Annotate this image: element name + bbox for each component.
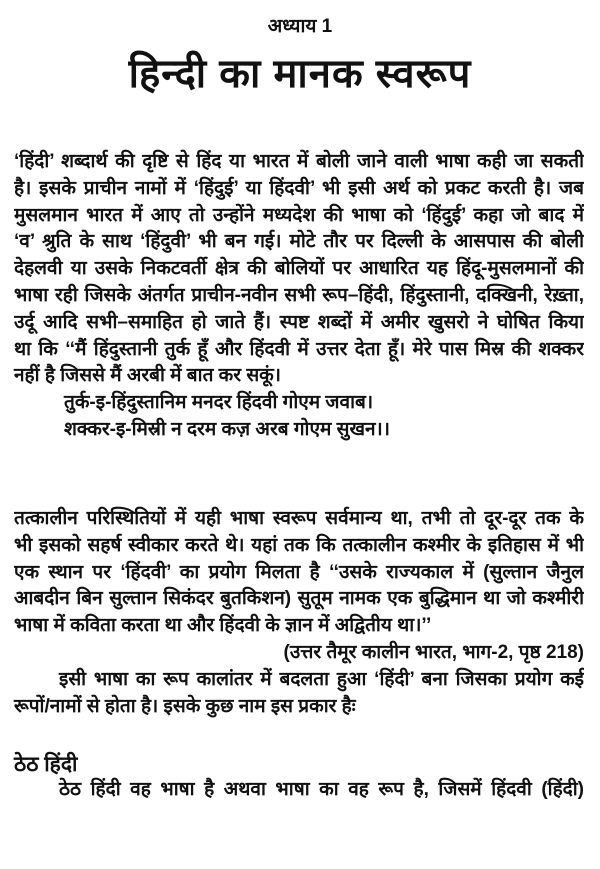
citation: (उत्तर तैमूर कालीन भारत, भाग-2, पृष्ठ 218)	[283, 641, 584, 663]
text-line: भी इसको सहर्ष स्वीकार करते थे। यहां तक कि तत्कालीन कश्मीर के इतिहास में भी	[14, 534, 584, 556]
text-line: भाषा में कविता करता था और हिंदवी के ज्ञान में अद्वितीय था।’’	[14, 615, 432, 637]
verse-line: तुर्क-इ-हिंदुस्तानिम मनदर हिंदवी गोएम जवाब।	[64, 392, 374, 414]
text-line: ‘हिंदी’ शब्दार्थ की दृष्टि से हिंद या भारत में बोली जाने वाली भाषा कही जा सकती	[14, 151, 584, 172]
text-line: मुसलमान भारत में आए तो उन्होंने मध्यदेश की भाषा को ‘हिंदुई’ कहा जो बाद में	[14, 204, 584, 226]
section-heading: ठेठ हिंदी	[14, 753, 78, 776]
paragraph-4	[14, 777, 584, 804]
text-line: था कि ‘‘मैं हिंदुस्तानी तुर्क हूँ और हिंदवी में उत्तर देता हूँ। मेरे पास मिस्र की शक्कर	[14, 338, 584, 360]
text-line: ‘व’ श्रुति के साथ ‘हिंदुवी’ भी बन गई। मोटे तौर पर दिल्ली के आसपास की बोली	[14, 231, 584, 253]
text-line: उर्दू आदि सभी–समाहित हो जाते हैं। स्पष्ट शब्दों में अमीर खुसरो ने घोषित किया	[14, 311, 584, 333]
text-line: भाषा रही जिसके अंतर्गत प्राचीन-नवीन सभी रूप–हिंदी, हिंदुस्तानी, दक्खिनी, रेख़्ता,	[14, 284, 584, 306]
text-line: तत्कालीन परिस्थितियों में यही भाषा स्वरूप सर्वमान्य था, तभी तो दूर-दूर तक के	[14, 508, 584, 529]
paragraph-2	[14, 506, 584, 720]
text-line: रूपों/नामों से होता है। इसके कुछ नाम इस प्रकार हैः	[14, 695, 356, 717]
text-line: है। इसके प्राचीन नामों में ‘हिंदुई’ या हिंदवी’ भी इसी अर्थ को प्रकट करती है। जब	[14, 177, 584, 199]
text-line: ठेठ हिंदी वह भाषा है अथवा भाषा का वह रूप है, जिसमें हिंदवी (हिंदी)	[59, 779, 584, 800]
text-line: देहलवी या उसके निकटवर्ती क्षेत्र की बोलियों पर आधारित यह हिंदू-मुसलमानों की	[14, 258, 584, 280]
page-title: हिन्दी का मानक स्वरूप	[128, 52, 472, 96]
text-line: आबदीन बिन सुल्तान सिकंदर बुतकिशन) सुतूम नामक एक बुद्धिमान था जो कश्मीरी	[14, 588, 584, 610]
chapter-label: अध्याय 1	[267, 16, 333, 37]
paragraph-1	[14, 149, 584, 444]
text-line: एक स्थान पर ‘हिंदवी’ का प्रयोग मिलता है ‘‘उसके राज्यकाल में (सुल्तान जैनुल	[14, 561, 584, 583]
verse-line: शक्कर-इ-मिस्री न दरम कज़ अरब गोएम सुखन।।	[64, 418, 390, 440]
text-line: नहीं है जिससे मैं अरबी में बात कर सकूं।	[14, 365, 281, 387]
text-line: इसी भाषा का रूप कालांतर में बदलता हुआ ‘हिंदी’ बना जिसका प्रयोग कई	[59, 668, 584, 690]
